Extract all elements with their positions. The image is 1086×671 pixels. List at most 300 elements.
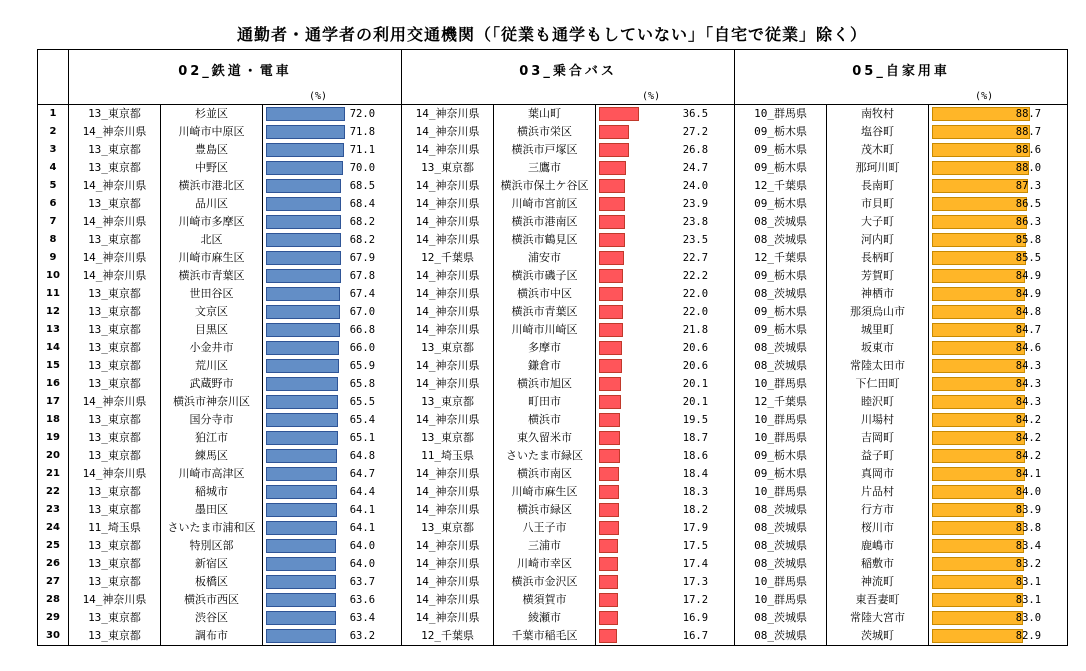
bar-cell xyxy=(263,321,402,339)
data-bar xyxy=(266,359,339,373)
bar-track xyxy=(263,303,401,321)
bar-cell xyxy=(929,555,1068,573)
municipality-cell: 世田谷区 xyxy=(161,285,263,303)
table-row xyxy=(38,375,1068,393)
data-bar xyxy=(599,287,623,301)
value-label: 85.8 xyxy=(1015,234,1042,246)
data-bar xyxy=(932,161,1029,175)
data-bar xyxy=(599,539,618,553)
data-bar xyxy=(932,341,1025,355)
rank-cell: 1 xyxy=(49,108,57,119)
value-label: 83.9 xyxy=(1015,504,1042,516)
bar-track xyxy=(263,465,401,483)
bar-track xyxy=(929,393,1067,411)
prefecture-cell: 14_神奈川県 xyxy=(402,483,494,501)
rank-header xyxy=(38,50,69,105)
value-label: 20.6 xyxy=(682,342,709,354)
bar-cell xyxy=(596,105,735,124)
value-label: 83.1 xyxy=(1015,576,1042,588)
data-bar xyxy=(266,269,341,283)
bar-cell xyxy=(263,195,402,213)
municipality-cell: 桜川市 xyxy=(827,519,929,537)
data-bar xyxy=(599,269,623,283)
prefecture-cell: 10_群馬県 xyxy=(735,483,827,501)
bar-track xyxy=(596,375,734,393)
bar-track xyxy=(263,123,401,141)
bar-cell xyxy=(929,609,1068,627)
bar-cell xyxy=(929,501,1068,519)
prefecture-cell: 14_神奈川県 xyxy=(402,285,494,303)
prefecture-cell: 09_栃木県 xyxy=(735,123,827,141)
bar-cell xyxy=(596,429,735,447)
data-bar xyxy=(266,449,337,463)
prefecture-cell: 14_神奈川県 xyxy=(402,213,494,231)
table-row xyxy=(38,537,1068,555)
bar-cell xyxy=(263,393,402,411)
municipality-cell: 長南町 xyxy=(827,177,929,195)
value-label: 84.2 xyxy=(1015,432,1042,444)
bar-track xyxy=(596,609,734,627)
prefecture-cell: 10_群馬県 xyxy=(735,573,827,591)
bar-cell xyxy=(596,465,735,483)
rank-cell: 26 xyxy=(46,558,60,569)
bar-track xyxy=(929,105,1067,123)
municipality-cell: 河内町 xyxy=(827,231,929,249)
prefecture-cell: 14_神奈川県 xyxy=(402,177,494,195)
table-row xyxy=(38,609,1068,627)
bar-cell xyxy=(929,321,1068,339)
bar-track xyxy=(929,609,1067,627)
table-body xyxy=(38,105,1068,646)
value-label: 24.7 xyxy=(682,162,709,174)
bar-track xyxy=(596,195,734,213)
value-label: 83.8 xyxy=(1015,522,1042,534)
bar-cell xyxy=(596,447,735,465)
bar-track xyxy=(596,339,734,357)
municipality-cell: 横浜市港北区 xyxy=(161,177,263,195)
data-bar xyxy=(599,197,625,211)
data-bar xyxy=(932,503,1024,517)
bar-cell xyxy=(596,249,735,267)
table-row xyxy=(38,303,1068,321)
bar-track xyxy=(929,465,1067,483)
bar-track xyxy=(263,627,401,645)
bar-track xyxy=(263,393,401,411)
prefecture-cell: 14_神奈川県 xyxy=(69,267,161,285)
value-label: 19.5 xyxy=(682,414,709,426)
data-bar xyxy=(266,161,343,175)
value-label: 84.7 xyxy=(1015,324,1042,336)
data-bar xyxy=(266,107,345,121)
bar-cell xyxy=(596,195,735,213)
value-label: 67.9 xyxy=(349,252,376,264)
municipality-cell: 横浜市青葉区 xyxy=(161,267,263,285)
data-bar xyxy=(266,305,340,319)
municipality-cell: 稲城市 xyxy=(161,483,263,501)
bar-track xyxy=(263,141,401,159)
bar-cell xyxy=(263,429,402,447)
value-label: 17.2 xyxy=(682,594,709,606)
bar-cell xyxy=(929,303,1068,321)
data-bar xyxy=(932,269,1025,283)
bar-track xyxy=(596,231,734,249)
bar-cell xyxy=(263,447,402,465)
data-bar xyxy=(932,359,1025,373)
prefecture-cell: 09_栃木県 xyxy=(735,303,827,321)
value-label: 65.1 xyxy=(349,432,376,444)
bar-track xyxy=(929,501,1067,519)
prefecture-cell: 09_栃木県 xyxy=(735,141,827,159)
bar-cell xyxy=(929,141,1068,159)
bar-track xyxy=(596,159,734,177)
bar-track xyxy=(596,537,734,555)
bar-track xyxy=(263,177,401,195)
prefecture-cell: 09_栃木県 xyxy=(735,159,827,177)
bar-cell xyxy=(263,105,402,124)
value-label: 16.7 xyxy=(682,630,709,642)
bar-cell xyxy=(929,357,1068,375)
municipality-cell: 鎌倉市 xyxy=(494,357,596,375)
rank-cell: 4 xyxy=(49,162,57,173)
municipality-cell: 睦沢町 xyxy=(827,393,929,411)
prefecture-cell: 14_神奈川県 xyxy=(402,267,494,285)
municipality-cell: 川崎市麻生区 xyxy=(161,249,263,267)
bar-cell xyxy=(263,303,402,321)
data-bar xyxy=(932,233,1026,247)
group-header-railway: 02_鉄道・電車 xyxy=(69,50,402,89)
table-row xyxy=(38,195,1068,213)
data-bar xyxy=(599,629,617,643)
bar-track xyxy=(263,411,401,429)
value-label: 66.8 xyxy=(349,324,376,336)
bar-track xyxy=(596,249,734,267)
value-label: 86.3 xyxy=(1015,216,1042,228)
prefecture-cell: 13_東京都 xyxy=(402,159,494,177)
data-bar xyxy=(932,179,1028,193)
bar-track xyxy=(596,267,734,285)
bar-track xyxy=(596,429,734,447)
municipality-cell: 小金井市 xyxy=(161,339,263,357)
bar-track xyxy=(929,573,1067,591)
data-bar xyxy=(932,449,1025,463)
municipality-cell: 益子町 xyxy=(827,447,929,465)
rank-cell: 6 xyxy=(49,198,57,209)
value-label: 65.8 xyxy=(349,378,376,390)
data-bar xyxy=(599,485,619,499)
prefecture-cell: 14_神奈川県 xyxy=(402,555,494,573)
data-bar xyxy=(599,449,620,463)
municipality-cell: 豊島区 xyxy=(161,141,263,159)
bar-cell xyxy=(263,267,402,285)
value-label: 68.5 xyxy=(349,180,376,192)
bar-cell xyxy=(929,411,1068,429)
table-row xyxy=(38,231,1068,249)
data-bar xyxy=(266,215,341,229)
value-label: 36.5 xyxy=(682,108,709,120)
bar-track xyxy=(263,591,401,609)
prefecture-cell: 13_東京都 xyxy=(69,537,161,555)
table-row xyxy=(38,213,1068,231)
table-row xyxy=(38,555,1068,573)
table-row xyxy=(38,357,1068,375)
bar-cell xyxy=(596,159,735,177)
bar-track xyxy=(596,141,734,159)
prefecture-cell: 08_茨城県 xyxy=(735,627,827,646)
bar-cell xyxy=(263,411,402,429)
bar-track xyxy=(929,177,1067,195)
prefecture-cell: 09_栃木県 xyxy=(735,447,827,465)
municipality-cell: 横浜市 xyxy=(494,411,596,429)
value-label: 20.1 xyxy=(682,396,709,408)
bar-cell xyxy=(929,231,1068,249)
data-bar xyxy=(932,395,1025,409)
prefecture-cell: 14_神奈川県 xyxy=(402,231,494,249)
prefecture-cell: 14_神奈川県 xyxy=(69,249,161,267)
bar-cell xyxy=(929,519,1068,537)
bar-track xyxy=(929,627,1067,645)
bar-track xyxy=(929,537,1067,555)
value-label: 71.8 xyxy=(349,126,376,138)
value-label: 84.3 xyxy=(1015,396,1042,408)
bar-track xyxy=(929,303,1067,321)
prefecture-cell: 08_茨城県 xyxy=(735,609,827,627)
value-label: 70.0 xyxy=(349,162,376,174)
data-bar xyxy=(599,467,619,481)
municipality-cell: 横須賀市 xyxy=(494,591,596,609)
bar-cell xyxy=(596,375,735,393)
value-label: 88.6 xyxy=(1015,144,1042,156)
bar-track xyxy=(263,159,401,177)
bar-track xyxy=(929,411,1067,429)
data-bar xyxy=(932,251,1026,265)
data-bar xyxy=(932,431,1025,445)
data-bar xyxy=(932,485,1024,499)
bar-cell xyxy=(263,465,402,483)
bar-cell xyxy=(929,573,1068,591)
municipality-cell: 茨城町 xyxy=(827,627,929,646)
prefecture-cell: 13_東京都 xyxy=(69,411,161,429)
rank-cell: 21 xyxy=(46,468,60,479)
bar-cell xyxy=(929,393,1068,411)
prefecture-cell: 14_神奈川県 xyxy=(402,357,494,375)
data-bar xyxy=(599,557,618,571)
bar-cell xyxy=(596,573,735,591)
value-label: 18.6 xyxy=(682,450,709,462)
bar-track xyxy=(596,519,734,537)
bar-cell xyxy=(596,393,735,411)
table-row xyxy=(38,249,1068,267)
table-row xyxy=(38,123,1068,141)
municipality-cell: 鹿嶋市 xyxy=(827,537,929,555)
bar-cell xyxy=(263,213,402,231)
data-bar xyxy=(266,467,337,481)
municipality-cell: 渋谷区 xyxy=(161,609,263,627)
municipality-cell: 川崎市多摩区 xyxy=(161,213,263,231)
bar-track xyxy=(929,159,1067,177)
value-label: 26.8 xyxy=(682,144,709,156)
bar-cell xyxy=(263,339,402,357)
municipality-cell: さいたま市緑区 xyxy=(494,447,596,465)
prefecture-cell: 14_神奈川県 xyxy=(402,411,494,429)
municipality-cell: 町田市 xyxy=(494,393,596,411)
table-row xyxy=(38,159,1068,177)
value-label: 88.7 xyxy=(1015,126,1042,138)
value-label: 22.2 xyxy=(682,270,709,282)
rank-cell: 18 xyxy=(46,414,60,425)
value-label: 86.5 xyxy=(1015,198,1042,210)
bar-track xyxy=(929,231,1067,249)
data-bar xyxy=(932,521,1024,535)
value-label: 18.7 xyxy=(682,432,709,444)
prefecture-cell: 13_東京都 xyxy=(69,375,161,393)
prefecture-cell: 09_栃木県 xyxy=(735,195,827,213)
prefecture-cell: 14_神奈川県 xyxy=(402,591,494,609)
prefecture-cell: 13_東京都 xyxy=(69,429,161,447)
prefecture-cell: 14_神奈川県 xyxy=(69,591,161,609)
municipality-cell: 常陸大宮市 xyxy=(827,609,929,627)
municipality-cell: 那須烏山市 xyxy=(827,303,929,321)
prefecture-cell: 09_栃木県 xyxy=(735,267,827,285)
data-bar xyxy=(932,215,1027,229)
value-label: 68.2 xyxy=(349,234,376,246)
data-bar xyxy=(599,161,626,175)
municipality-cell: 横浜市旭区 xyxy=(494,375,596,393)
bar-cell xyxy=(596,627,735,646)
prefecture-cell: 10_群馬県 xyxy=(735,429,827,447)
municipality-cell: 吉岡町 xyxy=(827,429,929,447)
municipality-cell: 浦安市 xyxy=(494,249,596,267)
value-label: 18.3 xyxy=(682,486,709,498)
value-label: 83.4 xyxy=(1015,540,1042,552)
prefecture-cell: 14_神奈川県 xyxy=(402,609,494,627)
municipality-cell: 調布市 xyxy=(161,627,263,646)
bar-cell xyxy=(263,285,402,303)
municipality-cell: 新宿区 xyxy=(161,555,263,573)
prefecture-cell: 13_東京都 xyxy=(402,339,494,357)
value-label: 64.4 xyxy=(349,486,376,498)
data-bar xyxy=(266,575,336,589)
bar-cell xyxy=(929,285,1068,303)
data-bar xyxy=(599,413,620,427)
municipality-cell: 横浜市緑区 xyxy=(494,501,596,519)
data-bar xyxy=(599,611,618,625)
municipality-cell: 多摩市 xyxy=(494,339,596,357)
value-label: 64.8 xyxy=(349,450,376,462)
bar-track xyxy=(263,213,401,231)
data-bar xyxy=(266,503,337,517)
bar-cell xyxy=(929,429,1068,447)
bar-track xyxy=(596,501,734,519)
rank-cell: 19 xyxy=(46,432,60,443)
data-bar xyxy=(599,503,619,517)
data-bar xyxy=(932,557,1024,571)
value-label: 88.0 xyxy=(1015,162,1042,174)
rank-cell: 7 xyxy=(49,216,57,227)
bar-track xyxy=(263,195,401,213)
value-label: 18.2 xyxy=(682,504,709,516)
prefecture-cell: 13_東京都 xyxy=(69,483,161,501)
municipality-cell: 横浜市南区 xyxy=(494,465,596,483)
bar-cell xyxy=(596,285,735,303)
prefecture-cell: 14_神奈川県 xyxy=(402,501,494,519)
municipality-cell: 長柄町 xyxy=(827,249,929,267)
table-row xyxy=(38,429,1068,447)
municipality-cell: 目黒区 xyxy=(161,321,263,339)
prefecture-cell: 10_群馬県 xyxy=(735,591,827,609)
bar-track xyxy=(263,519,401,537)
prefecture-cell: 13_東京都 xyxy=(69,159,161,177)
municipality-cell: 横浜市青葉区 xyxy=(494,303,596,321)
value-label: 82.9 xyxy=(1015,630,1042,642)
bar-track xyxy=(596,555,734,573)
data-bar xyxy=(266,233,341,247)
data-bar xyxy=(266,179,341,193)
table-row xyxy=(38,465,1068,483)
bar-cell xyxy=(596,321,735,339)
bar-track xyxy=(263,555,401,573)
value-label: 16.9 xyxy=(682,612,709,624)
bar-track xyxy=(929,285,1067,303)
data-bar xyxy=(266,323,340,337)
data-bar xyxy=(599,359,622,373)
value-label: 27.2 xyxy=(682,126,709,138)
table-row xyxy=(38,141,1068,159)
bar-track xyxy=(596,213,734,231)
prefecture-cell: 13_東京都 xyxy=(402,519,494,537)
rank-cell: 8 xyxy=(49,234,57,245)
value-label: 64.1 xyxy=(349,504,376,516)
municipality-cell: 荒川区 xyxy=(161,357,263,375)
prefecture-cell: 13_東京都 xyxy=(69,339,161,357)
bar-track xyxy=(596,177,734,195)
prefecture-cell: 14_神奈川県 xyxy=(402,573,494,591)
municipality-cell: 城里町 xyxy=(827,321,929,339)
prefecture-cell: 11_埼玉県 xyxy=(69,519,161,537)
value-label: 23.9 xyxy=(682,198,709,210)
bar-cell xyxy=(929,627,1068,646)
value-label: 64.7 xyxy=(349,468,376,480)
bar-track xyxy=(263,483,401,501)
bar-track xyxy=(929,213,1067,231)
data-bar xyxy=(266,143,344,157)
value-label: 84.3 xyxy=(1015,378,1042,390)
value-label: 65.4 xyxy=(349,414,376,426)
prefecture-cell: 14_神奈川県 xyxy=(402,105,494,124)
municipality-cell: 三浦市 xyxy=(494,537,596,555)
prefecture-cell: 12_千葉県 xyxy=(402,249,494,267)
table-row xyxy=(38,411,1068,429)
prefecture-cell: 12_千葉県 xyxy=(402,627,494,646)
data-bar xyxy=(266,251,341,265)
bar-cell xyxy=(263,231,402,249)
municipality-cell: 横浜市保土ケ谷区 xyxy=(494,177,596,195)
prefecture-cell: 14_神奈川県 xyxy=(402,141,494,159)
bar-track xyxy=(929,429,1067,447)
municipality-cell: 真岡市 xyxy=(827,465,929,483)
data-bar xyxy=(932,575,1023,589)
data-bar xyxy=(599,233,625,247)
table-row xyxy=(38,519,1068,537)
value-label: 85.5 xyxy=(1015,252,1042,264)
data-bar xyxy=(266,539,336,553)
data-bar xyxy=(266,521,337,535)
value-label: 63.7 xyxy=(349,576,376,588)
bar-cell xyxy=(596,591,735,609)
municipality-cell: 茂木町 xyxy=(827,141,929,159)
bar-cell xyxy=(929,267,1068,285)
table-row xyxy=(38,285,1068,303)
municipality-cell: 横浜市栄区 xyxy=(494,123,596,141)
